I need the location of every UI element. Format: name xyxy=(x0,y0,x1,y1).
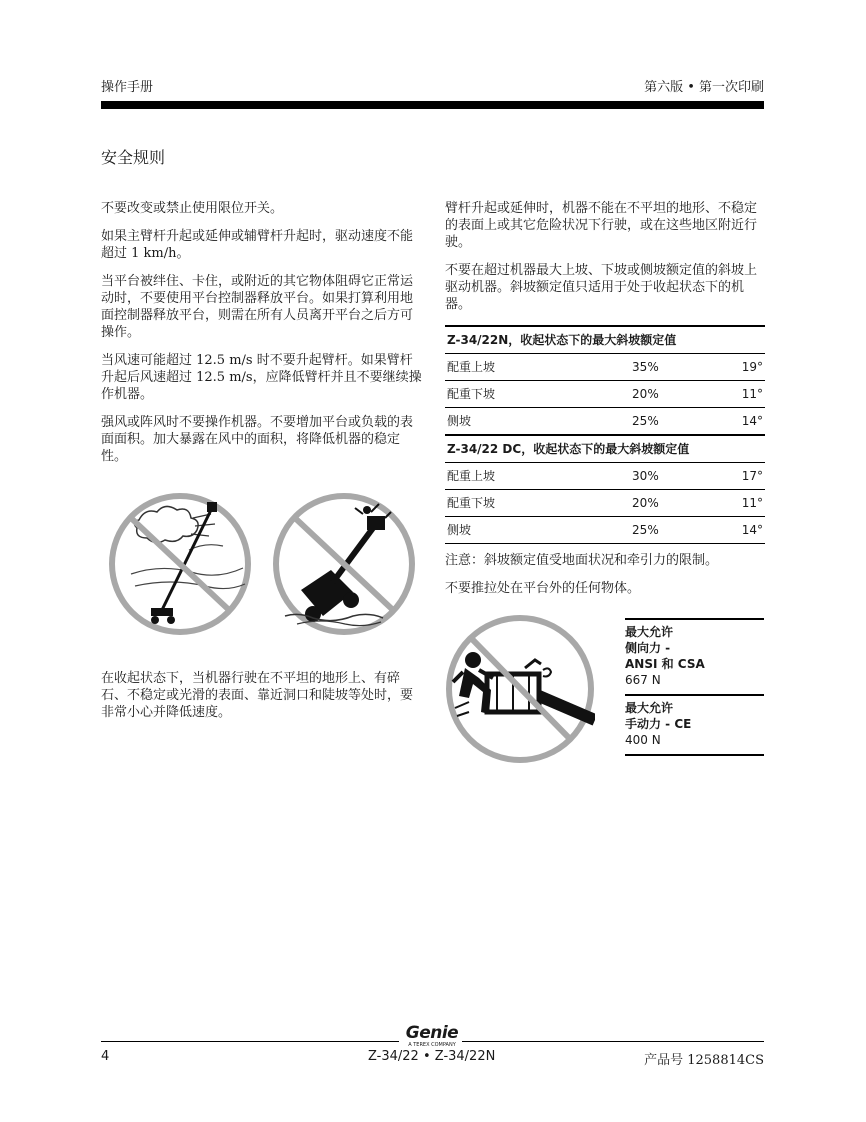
wind-prohibition-icon xyxy=(112,496,248,632)
table-row: 配重下坡 20% 11° xyxy=(445,381,765,408)
push-pull-prohibition-icon xyxy=(445,612,595,768)
prohibition-illustrations xyxy=(101,490,423,640)
table-row: 配重下坡 20% 11° xyxy=(445,490,765,517)
section-title: 安全规则 xyxy=(101,148,166,167)
genie-logo: Genie A TEREX COMPANY xyxy=(405,1023,459,1048)
footer-rule-right xyxy=(462,1041,764,1042)
page-number: 4 xyxy=(101,1049,110,1064)
header-rule xyxy=(101,101,764,109)
header-left: 操作手册 xyxy=(101,80,154,95)
table-row: 侧坡 25% 14° xyxy=(445,408,765,436)
paragraph: 当风速可能超过 12.5 m/s 时不要升起臂杆。如果臂杆升起后风速超过 12.5 m/s，应降低臂杆并且不要继续操作机器。 xyxy=(101,353,422,402)
side-force-block: 最大允许 侧向力 - ANSI 和 CSA 667 N xyxy=(625,618,764,694)
table-title: Z-34/22N，收起状态下的最大斜坡额定值 xyxy=(445,326,765,354)
table-row: 配重上坡 35% 19° xyxy=(445,354,765,381)
table-row: 侧坡 25% 14° xyxy=(445,517,765,544)
table-title: Z-34/22 DC，收起状态下的最大斜坡额定值 xyxy=(445,435,765,463)
force-ratings xyxy=(625,618,764,756)
left-column xyxy=(101,200,423,476)
header-right: 第六版 • 第一次印刷 xyxy=(644,80,764,95)
footer-rule-left xyxy=(101,1041,399,1042)
model-name: Z-34/22 • Z-34/22N xyxy=(368,1049,496,1064)
slope-table-z34-22n xyxy=(445,325,765,544)
rough-terrain-paragraph: 在收起状态下，当机器行驶在不平坦的地形上、有碎石、不稳定或光滑的表面、靠近洞口和陡坡等处时，要非常小心并降低速度。 xyxy=(101,671,414,720)
push-pull-warning: 不要推拉处在平台外的任何物体。 xyxy=(445,581,641,596)
right-column xyxy=(445,200,765,608)
tipping-prohibition-icon xyxy=(276,496,412,632)
paragraph: 不要改变或禁止使用限位开关。 xyxy=(101,201,284,216)
product-number: 产品号 1258814CS xyxy=(644,1053,764,1068)
paragraph: 强风或阵风时不要操作机器。不要增加平台或负载的表面面积。加大暴露在风中的面积，将降低机器的稳定性。 xyxy=(101,415,414,464)
slope-note: 注意：斜坡额定值受地面状况和牵引力的限制。 xyxy=(445,553,719,568)
manual-force-block: 最大允许 手动力 - CE 400 N xyxy=(625,694,764,756)
paragraph: 当平台被绊住、卡住，或附近的其它物体阻碍它正常运动时，不要使用平台控制器释放平台。如果打算利用地面控制器释放平台，则需在所有人员离开平台之后方可操作。 xyxy=(101,274,414,340)
paragraph: 不要在超过机器最大上坡、下坡或侧坡额定值的斜坡上驱动机器。斜坡额定值只适用于处于收起状态下的机器。 xyxy=(445,263,758,312)
table-row: 配重上坡 30% 17° xyxy=(445,463,765,490)
paragraph: 臂杆升起或延伸时，机器不能在不平坦的地形、不稳定的表面上或其它危险状况下行驶，或在这些地区附近行驶。 xyxy=(445,201,758,250)
paragraph: 如果主臂杆升起或延伸或辅臂杆升起时，驱动速度不能超过 1 km/h。 xyxy=(101,229,414,261)
